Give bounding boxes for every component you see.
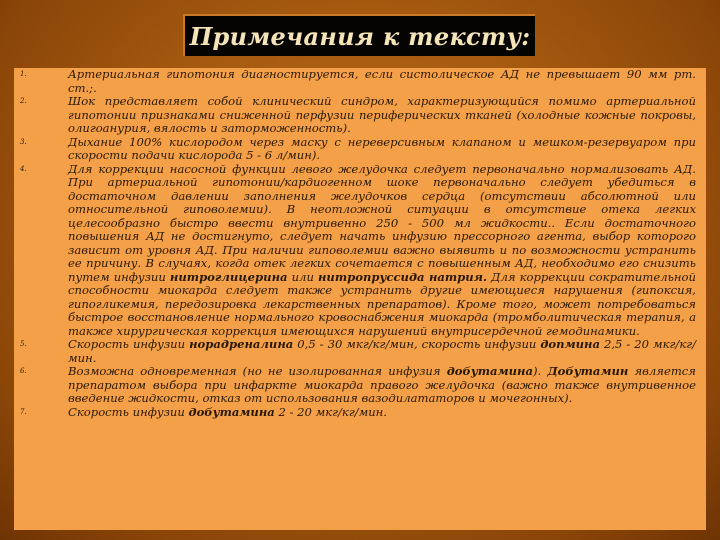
note-number: 3. [20, 137, 27, 146]
note-number: 4. [20, 164, 27, 173]
note-number: 6. [20, 367, 27, 375]
note-number: 2. [20, 97, 27, 105]
slide-title: Примечания к тексту: [189, 22, 531, 51]
note-item-5 [14, 338, 706, 365]
note-number: 5. [20, 340, 27, 348]
note-item-1 [14, 68, 706, 95]
note-text: является препаратом выбора при инфаркте миокарда правого желудочка (важно также внутривенное введение жидкости, отказ от использования вазодилататоров и мочегонных). [68, 364, 696, 405]
note-number: 7. [20, 407, 27, 416]
note-text: Возможна одновременная (но не изолированная инфузия [68, 364, 447, 378]
note-number: 1. [20, 70, 27, 78]
drug-name: добутамина [446, 364, 533, 378]
note-text: 0,5 - 30 мкг/кг/мин, скорость инфузии [293, 337, 541, 351]
note-text: 2,5 - 20 мкг/кг/мин. [68, 337, 697, 365]
drug-name: добутамина [188, 404, 275, 419]
note-text: Скорость инфузии [68, 404, 189, 419]
note-item-7 [14, 406, 706, 420]
note-text: Для коррекции насосной функции левого желудочка следует первоначально нормализовать АД. При артериальной гипотонии/кардиогенном шоке первоначально следует убедиться в достаточном давлении заполнения желудочков сердца (отсутствии абсолютной или относительной гиповолемии). В неотложной ситуации в отсутствие отека легких целесообразно быстро ввести внутривенно 250 - 500 мл жидкости.. Если достаточного повышения АД не достигнуто, следует начать инфузию прессорного агента, выбор которого зависит от уровня АД. При наличии гиповолемии важно выявить и по возможности устранить ее причину. В случаях, когда отек легких сочетается с повышенным АД, необходимо его снизить путем инфузии [68, 161, 696, 284]
note-text: Для коррекции сократительной способности миокарда следует также устранить другие имеющиеся нарушения (гипоксия, гипогликемия, передозировка лекарственных препаратов). Кроме того, может потребоваться быстрое восстановление нормального кровоснабжения миокарда (тромболитическая терапия, а также хирургическая коррекция имеющихся нарушений внутрисердечной гемодинамики. [68, 269, 696, 338]
drug-name: норадреналина [189, 337, 294, 351]
drug-name: нитропруссида натрия. [317, 269, 487, 284]
drug-name: нитроглицерина [169, 269, 288, 284]
note-text: Скорость инфузии [68, 337, 190, 351]
title-box [183, 14, 535, 56]
note-item-3 [14, 136, 706, 163]
note-text: или [287, 269, 318, 284]
note-item-6 [14, 365, 706, 406]
note-text: ). [532, 364, 548, 378]
drug-name: Добутамин [547, 364, 629, 378]
drug-name: допмина [540, 337, 601, 351]
note-text: Артериальная гипотония диагностируется, если систолическое АД не превышает 90 мм рт. ст.;. [68, 67, 696, 95]
note-text: Шок представляет собой клинический синдром, характеризующийся помимо артериальной гипотонии признаками сниженной перфузии периферических тканей (холодные кожные покровы, олигоанурия, вялость и заторможенность). [68, 94, 696, 135]
notes-list [14, 68, 706, 419]
note-item-2 [14, 95, 706, 136]
note-item-4 [14, 163, 706, 339]
note-text: Дыхание 100% кислородом через маску с нереверсивным клапаном и мешком-резервуаром при скорости подачи кислорода 5 - 6 л/мин). [68, 134, 696, 162]
note-text: 2 - 20 мкг/кг/мин. [274, 404, 387, 419]
notes-panel [14, 68, 706, 530]
